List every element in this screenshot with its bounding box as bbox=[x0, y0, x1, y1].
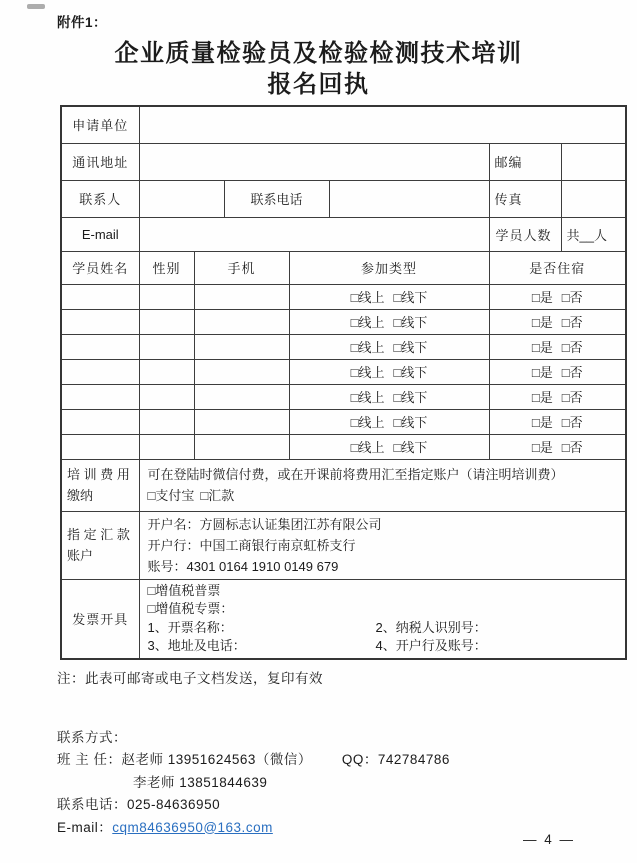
lodging-cell bbox=[489, 359, 626, 384]
checkbox-lodging-no[interactable]: □否 bbox=[561, 440, 583, 455]
attachment-label: 附件1： bbox=[57, 15, 108, 30]
student-name-field[interactable] bbox=[61, 334, 139, 359]
student-name-field[interactable] bbox=[61, 284, 139, 309]
page-number: — 4 — bbox=[522, 832, 575, 847]
contact-person-row bbox=[61, 180, 626, 217]
checkbox-online[interactable]: □线上 bbox=[350, 290, 385, 305]
checkbox-alipay[interactable]: □支付宝 bbox=[147, 488, 195, 503]
remittance-account-label bbox=[61, 511, 139, 579]
column-header-gender: 性别 bbox=[139, 251, 194, 284]
checkbox-lodging-no[interactable]: □否 bbox=[561, 290, 583, 305]
fee-payment-label bbox=[61, 459, 139, 511]
fee-instruction: 可在登陆时微信付费，或在开课前将费用汇至指定账户（请注明培训费） bbox=[147, 467, 564, 482]
student-gender-field[interactable] bbox=[139, 309, 194, 334]
student-mobile-field[interactable] bbox=[194, 384, 289, 409]
checkbox-lodging-no[interactable]: □否 bbox=[561, 315, 583, 330]
student-gender-field[interactable] bbox=[139, 434, 194, 459]
checkbox-online[interactable]: □线上 bbox=[350, 415, 385, 430]
students-header-row bbox=[61, 251, 626, 284]
checkbox-lodging-yes[interactable]: □是 bbox=[531, 365, 553, 380]
column-header-name: 学员姓名 bbox=[61, 251, 139, 284]
student-row-1 bbox=[61, 284, 626, 309]
checkbox-lodging-yes[interactable]: □是 bbox=[531, 440, 553, 455]
fee-options bbox=[148, 485, 621, 506]
checkbox-online[interactable]: □线上 bbox=[350, 365, 385, 380]
lodging-cell bbox=[489, 284, 626, 309]
invoice-row bbox=[61, 579, 626, 659]
contact-phone-label: 联系电话 bbox=[224, 180, 329, 217]
student-gender-field[interactable] bbox=[139, 384, 194, 409]
title-line-2: 报名回执 bbox=[267, 71, 370, 98]
participation-cell bbox=[289, 359, 489, 384]
invoice-content bbox=[139, 579, 626, 659]
column-header-mobile: 手机 bbox=[194, 251, 289, 284]
student-mobile-field[interactable] bbox=[194, 359, 289, 384]
participation-cell bbox=[289, 434, 489, 459]
checkbox-lodging-yes[interactable]: □是 bbox=[531, 315, 553, 330]
title-line-1: 企业质量检验员及检验检测技术培训 bbox=[114, 40, 523, 67]
checkbox-lodging-no[interactable]: □否 bbox=[561, 340, 583, 355]
teacher2-line: 李老师 13851844639 bbox=[133, 774, 268, 790]
student-gender-field[interactable] bbox=[139, 359, 194, 384]
applicant-unit-field[interactable] bbox=[139, 106, 626, 143]
contact-person-field[interactable] bbox=[139, 180, 224, 217]
checkbox-offline[interactable]: □线下 bbox=[393, 365, 428, 380]
applicant-unit-row bbox=[61, 106, 626, 143]
student-row-6 bbox=[61, 409, 626, 434]
student-count-field[interactable]: 共__人 bbox=[561, 217, 626, 251]
student-row-2 bbox=[61, 309, 626, 334]
participation-cell bbox=[289, 334, 489, 359]
checkbox-offline[interactable]: □线下 bbox=[393, 390, 428, 405]
checkbox-offline[interactable]: □线下 bbox=[393, 290, 428, 305]
column-header-lodging: 是否住宿 bbox=[489, 251, 626, 284]
address-row bbox=[61, 143, 626, 180]
contact-heading: 联系方式： bbox=[57, 729, 127, 745]
qq-info: QQ：742784786 bbox=[341, 752, 450, 767]
supervisor-label: 班 主 任： bbox=[57, 752, 122, 767]
student-count-label: 学员人数 bbox=[489, 217, 561, 251]
email-label: E-mail bbox=[61, 217, 139, 251]
column-header-participation: 参加类型 bbox=[289, 251, 489, 284]
student-name-field[interactable] bbox=[61, 359, 139, 384]
checkbox-offline[interactable]: □线下 bbox=[393, 415, 428, 430]
fee-payment-content bbox=[139, 459, 626, 511]
checkbox-vat-general[interactable]: □增值税普票 bbox=[147, 582, 221, 598]
checkbox-online[interactable]: □线上 bbox=[350, 340, 385, 355]
email-field[interactable] bbox=[139, 217, 489, 251]
student-name-field[interactable] bbox=[61, 434, 139, 459]
account-label-line-1: 指 定 汇 款 bbox=[67, 527, 130, 542]
invoice-item-4[interactable]: 4、开户行及账号： bbox=[375, 638, 487, 653]
student-gender-field[interactable] bbox=[139, 284, 194, 309]
fax-field[interactable] bbox=[561, 180, 626, 217]
participation-cell bbox=[289, 309, 489, 334]
postcode-label: 邮编 bbox=[489, 143, 561, 180]
page-title bbox=[0, 38, 637, 100]
checkbox-online[interactable]: □线上 bbox=[350, 390, 385, 405]
postcode-field[interactable] bbox=[561, 143, 626, 180]
teacher1-info: 赵老师 13951624563（微信） bbox=[121, 752, 312, 767]
contact-person-label: 联系人 bbox=[61, 180, 139, 217]
contact-phone-field[interactable] bbox=[329, 180, 489, 217]
student-mobile-field[interactable] bbox=[194, 409, 289, 434]
contact-email-label: E-mail： bbox=[57, 819, 113, 835]
scan-artifact bbox=[27, 4, 45, 9]
checkbox-online[interactable]: □线上 bbox=[350, 315, 385, 330]
contact-block bbox=[57, 727, 637, 840]
student-mobile-field[interactable] bbox=[194, 309, 289, 334]
checkbox-vat-special[interactable]: □增值税专票： bbox=[147, 601, 234, 616]
student-name-field[interactable] bbox=[61, 309, 139, 334]
lodging-cell bbox=[489, 384, 626, 409]
student-name-field[interactable] bbox=[61, 384, 139, 409]
fee-label-line-2: 缴纳 bbox=[67, 488, 94, 503]
lodging-cell bbox=[489, 334, 626, 359]
address-label: 通讯地址 bbox=[61, 143, 139, 180]
contact-phone-value: 025-84636950 bbox=[127, 797, 221, 812]
checkbox-lodging-no[interactable]: □否 bbox=[561, 365, 583, 380]
applicant-unit-label: 申请单位 bbox=[61, 106, 139, 143]
student-row-7 bbox=[61, 434, 626, 459]
checkbox-lodging-no[interactable]: □否 bbox=[561, 390, 583, 405]
student-mobile-field[interactable] bbox=[194, 284, 289, 309]
checkbox-online[interactable]: □线上 bbox=[350, 440, 385, 455]
invoice-item-2[interactable]: 2、纳税人识别号： bbox=[375, 619, 487, 635]
checkbox-lodging-yes[interactable]: □是 bbox=[531, 415, 553, 430]
contact-phone-label: 联系电话： bbox=[57, 797, 127, 812]
participation-cell bbox=[289, 409, 489, 434]
participation-cell bbox=[289, 284, 489, 309]
fee-label-line-1: 培 训 费 用 bbox=[67, 467, 130, 482]
student-row-4 bbox=[61, 359, 626, 384]
participation-cell bbox=[289, 384, 489, 409]
fee-payment-row bbox=[61, 459, 626, 511]
invoice-label: 发票开具 bbox=[61, 579, 139, 659]
supervisor-line bbox=[57, 749, 637, 772]
address-field[interactable] bbox=[139, 143, 489, 180]
checkbox-offline[interactable]: □线下 bbox=[393, 440, 428, 455]
contact-email-link[interactable]: cqm84636950@163.com bbox=[112, 819, 273, 835]
checkbox-offline[interactable]: □线下 bbox=[393, 340, 428, 355]
account-number: 账号：4301 0164 1910 0149 679 bbox=[147, 558, 339, 574]
checkbox-lodging-yes[interactable]: □是 bbox=[531, 340, 553, 355]
checkbox-lodging-yes[interactable]: □是 bbox=[531, 290, 553, 305]
invoice-item-3[interactable]: 3、地址及电话： bbox=[147, 638, 246, 653]
email-row bbox=[61, 217, 626, 251]
remittance-account-content bbox=[139, 511, 626, 579]
student-gender-field[interactable] bbox=[139, 409, 194, 434]
registration-form-table bbox=[60, 105, 627, 660]
lodging-cell bbox=[489, 434, 626, 459]
student-row-5 bbox=[61, 384, 626, 409]
student-mobile-field[interactable] bbox=[194, 334, 289, 359]
remittance-account-row bbox=[61, 511, 626, 579]
student-gender-field[interactable] bbox=[139, 334, 194, 359]
lodging-cell bbox=[489, 309, 626, 334]
checkbox-remittance[interactable]: □汇款 bbox=[200, 488, 235, 503]
invoice-item-1[interactable]: 1、开票名称： bbox=[147, 619, 233, 635]
footnote: 注：此表可邮寄或电子文档发送，复印有效 bbox=[57, 670, 323, 686]
fax-label: 传真 bbox=[489, 180, 561, 217]
account-label-line-2: 账户 bbox=[67, 548, 94, 563]
lodging-cell bbox=[489, 409, 626, 434]
phone-line bbox=[57, 794, 637, 817]
student-name-field[interactable] bbox=[61, 409, 139, 434]
student-row-3 bbox=[61, 334, 626, 359]
checkbox-offline[interactable]: □线下 bbox=[393, 315, 428, 330]
student-mobile-field[interactable] bbox=[194, 434, 289, 459]
account-holder: 开户名：方圆标志认证集团江苏有限公司 bbox=[147, 516, 382, 532]
checkbox-lodging-yes[interactable]: □是 bbox=[531, 390, 553, 405]
checkbox-lodging-no[interactable]: □否 bbox=[561, 415, 583, 430]
account-bank: 开户行：中国工商银行南京虹桥支行 bbox=[147, 537, 356, 553]
